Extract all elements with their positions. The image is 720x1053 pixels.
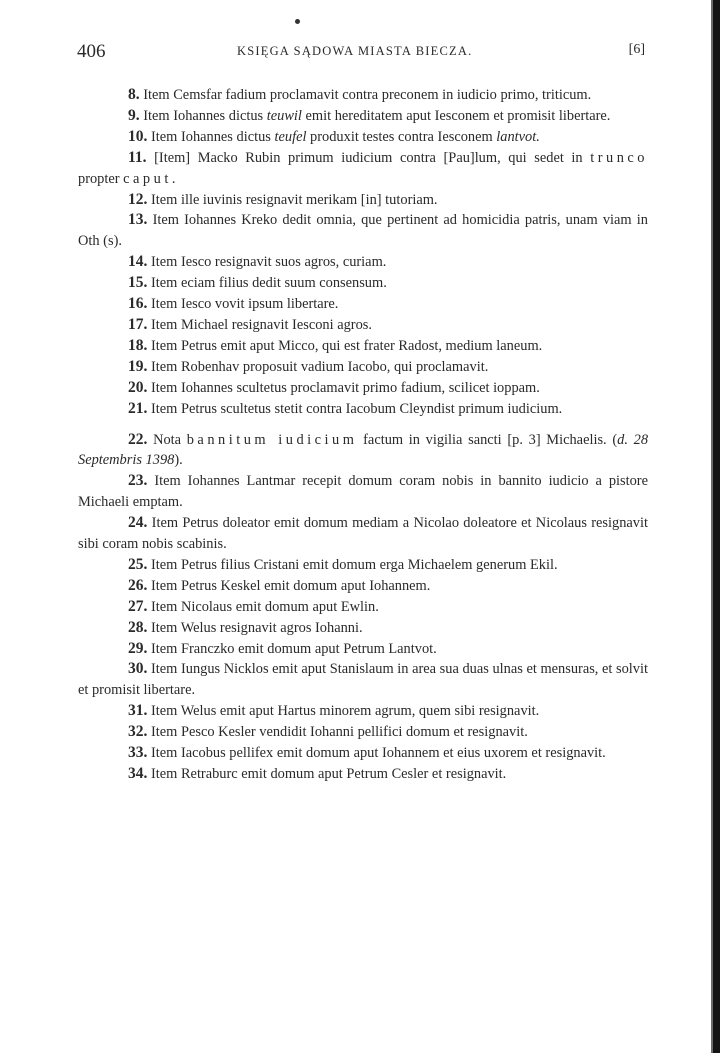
entry-number: 18. [128, 336, 148, 354]
entry-italic: d. 28 Septembris 1398 [78, 431, 649, 469]
entry-text: Item Iohannes Kreko dedit omnia, que pertinent ad homicidia patris, unam viam in Oth (s). [78, 212, 648, 250]
entry-number: 22. [128, 430, 148, 448]
entry-text: Item ille iuvinis resignavit merikam [in] tutoriam. [150, 191, 438, 208]
entry-text: Item Petrus filius Cristani emit domum erga Michaelem generum Ekil. [150, 556, 558, 573]
entry [78, 722, 648, 743]
entry [78, 430, 648, 472]
entry-text: [Item] Macko Rubin primum iudicium contra [Pau]lum, qui sedet in [154, 149, 591, 166]
entry-number: 20. [128, 378, 148, 396]
entry-number: 13. [128, 211, 148, 229]
entry-number: 34. [128, 765, 148, 782]
entry-number: 24. [128, 514, 148, 532]
entry-number: 28. [128, 618, 148, 636]
entry-number: 9. [128, 106, 140, 124]
entry-text: Item Iohannes dictus [143, 107, 267, 124]
entry-text: Item Robenhav proposuit vadium Iacobo, qui proclamavit. [150, 358, 489, 375]
entry-text: Item Retraburc emit domum aput Petrum Cesler et resignavit. [150, 766, 507, 782]
entry-text: Michaelis. ( [540, 431, 618, 448]
entry-spaced: bannitum iudicium [186, 431, 358, 448]
entry-text: Item Welus resignavit agros Iohanni. [150, 619, 363, 636]
entry-text: Item Iesco resignavit suos agros, curiam. [150, 254, 387, 271]
entry-number: 21. [128, 399, 148, 417]
entry-spaced: caput [123, 170, 172, 187]
entry [78, 639, 648, 660]
entry [78, 399, 648, 420]
entry [78, 576, 648, 597]
entry-text: Item Petrus Keskel emit domum aput Iohannem. [150, 577, 431, 594]
entry-spaced: trunco [590, 149, 648, 166]
entry [78, 315, 648, 336]
entry-number: 19. [128, 357, 148, 375]
page-number: 406 [77, 41, 106, 62]
entry [78, 252, 648, 273]
entry-number: 32. [128, 723, 148, 741]
entry-text: Item Iohannes scultetus proclamavit primo fadium, scilicet ioppam. [150, 379, 540, 396]
entry [78, 336, 648, 357]
entry-text: Item Michael resignavit Iesconi agros. [150, 316, 372, 333]
entry-text: Item Petrus doleator emit domum mediam a Nicolao doleatore et Nicolaus resignavit sibi coram nobis scabinis. [78, 515, 648, 553]
entry-text: Item Iacobus pellifex emit domum aput Iohannem et eius uxorem et resignavit. [150, 745, 606, 762]
entry-number: 16. [128, 295, 148, 313]
entry-text: Nota [153, 431, 187, 448]
entry [78, 378, 648, 399]
entry [78, 85, 648, 106]
entry-text: ). [174, 452, 183, 469]
entry-number: 33. [128, 744, 148, 762]
entry-italic: teuwil [266, 107, 302, 124]
entry-number: 10. [128, 127, 148, 145]
entry-number: 30. [128, 660, 148, 678]
entry-text: Item Cemsfar fadium proclamavit contra preconem in iudicio primo, triticum. [143, 87, 592, 103]
running-title: KSIĘGA SĄDOWA MIASTA BIECZA. [237, 44, 473, 58]
entry [78, 764, 648, 785]
printer-dot [295, 19, 300, 24]
entry [78, 273, 648, 294]
entry [78, 190, 648, 211]
page-reference: [p. 3] [507, 431, 541, 448]
entry-number: 23. [128, 472, 148, 490]
entry-text: Item Iungus Nicklos emit aput Stanislaum in area sua duas ulnas et mensuras, et solvit et promisit libertare. [78, 661, 648, 699]
entry-italic: teufel [274, 128, 307, 145]
entry-text: emit hereditatem aput Iesconem et promisit libertare. [301, 107, 611, 124]
running-header [77, 41, 649, 65]
entry [78, 555, 648, 576]
entry [78, 597, 648, 618]
entry-text: Item Iohannes dictus [150, 128, 275, 145]
entry [78, 659, 648, 701]
entry-text: Item Pesco Kesler vendidit Iohanni pellifici domum et resignavit. [150, 724, 528, 741]
entry-number: 11. [128, 148, 147, 166]
entry-text: . [171, 170, 176, 187]
entry-number: 12. [128, 190, 148, 208]
entry-text: Item Nicolaus emit domum aput Ewlin. [150, 598, 379, 615]
entry-number: 27. [128, 597, 148, 615]
entry [78, 127, 648, 148]
entry-text: produxit testes contra Iesconem [306, 128, 497, 145]
entry [78, 294, 648, 315]
page-body [78, 85, 648, 785]
entry-italic: lantvot. [496, 128, 540, 145]
entry-text: Item Welus emit aput Hartus minorem agrum, quem sibi resignavit. [150, 703, 540, 720]
entry [78, 618, 648, 639]
entry [78, 210, 648, 252]
entry-text: propter [78, 170, 124, 187]
entry-number: 14. [128, 253, 148, 271]
entry-text: factum in vigilia sancti [357, 431, 508, 448]
entry [78, 357, 648, 378]
entry-text: Item eciam filius dedit suum consensum. [150, 275, 387, 292]
entry [78, 106, 648, 127]
entry [78, 743, 648, 764]
entry-number: 26. [128, 576, 148, 594]
entry-text: Item Iesco vovit ipsum libertare. [150, 296, 339, 313]
entry [78, 701, 648, 722]
entry [78, 513, 648, 555]
entry-text: Item Iohannes Lantmar recepit domum coram nobis in bannito iudicio a pistore Michaeli emptam. [78, 473, 648, 511]
entry-number: 29. [128, 639, 148, 657]
entry-number: 31. [128, 702, 148, 720]
entry-text: Item Petrus emit aput Micco, qui est frater Radost, medium laneum. [150, 337, 543, 354]
entry [78, 148, 648, 190]
entry-number: 15. [128, 274, 148, 292]
section-reference: [6] [628, 42, 645, 57]
page-edge [713, 0, 720, 1053]
entry-text: Item Petrus scultetus stetit contra Iacobum Cleyndist primum iudicium. [150, 400, 563, 417]
entry-number: 8. [128, 86, 140, 103]
entry-number: 17. [128, 315, 148, 333]
entry-number: 25. [128, 555, 148, 573]
entry-text: Item Franczko emit domum aput Petrum Lantvot. [150, 640, 437, 657]
entry [78, 471, 648, 513]
